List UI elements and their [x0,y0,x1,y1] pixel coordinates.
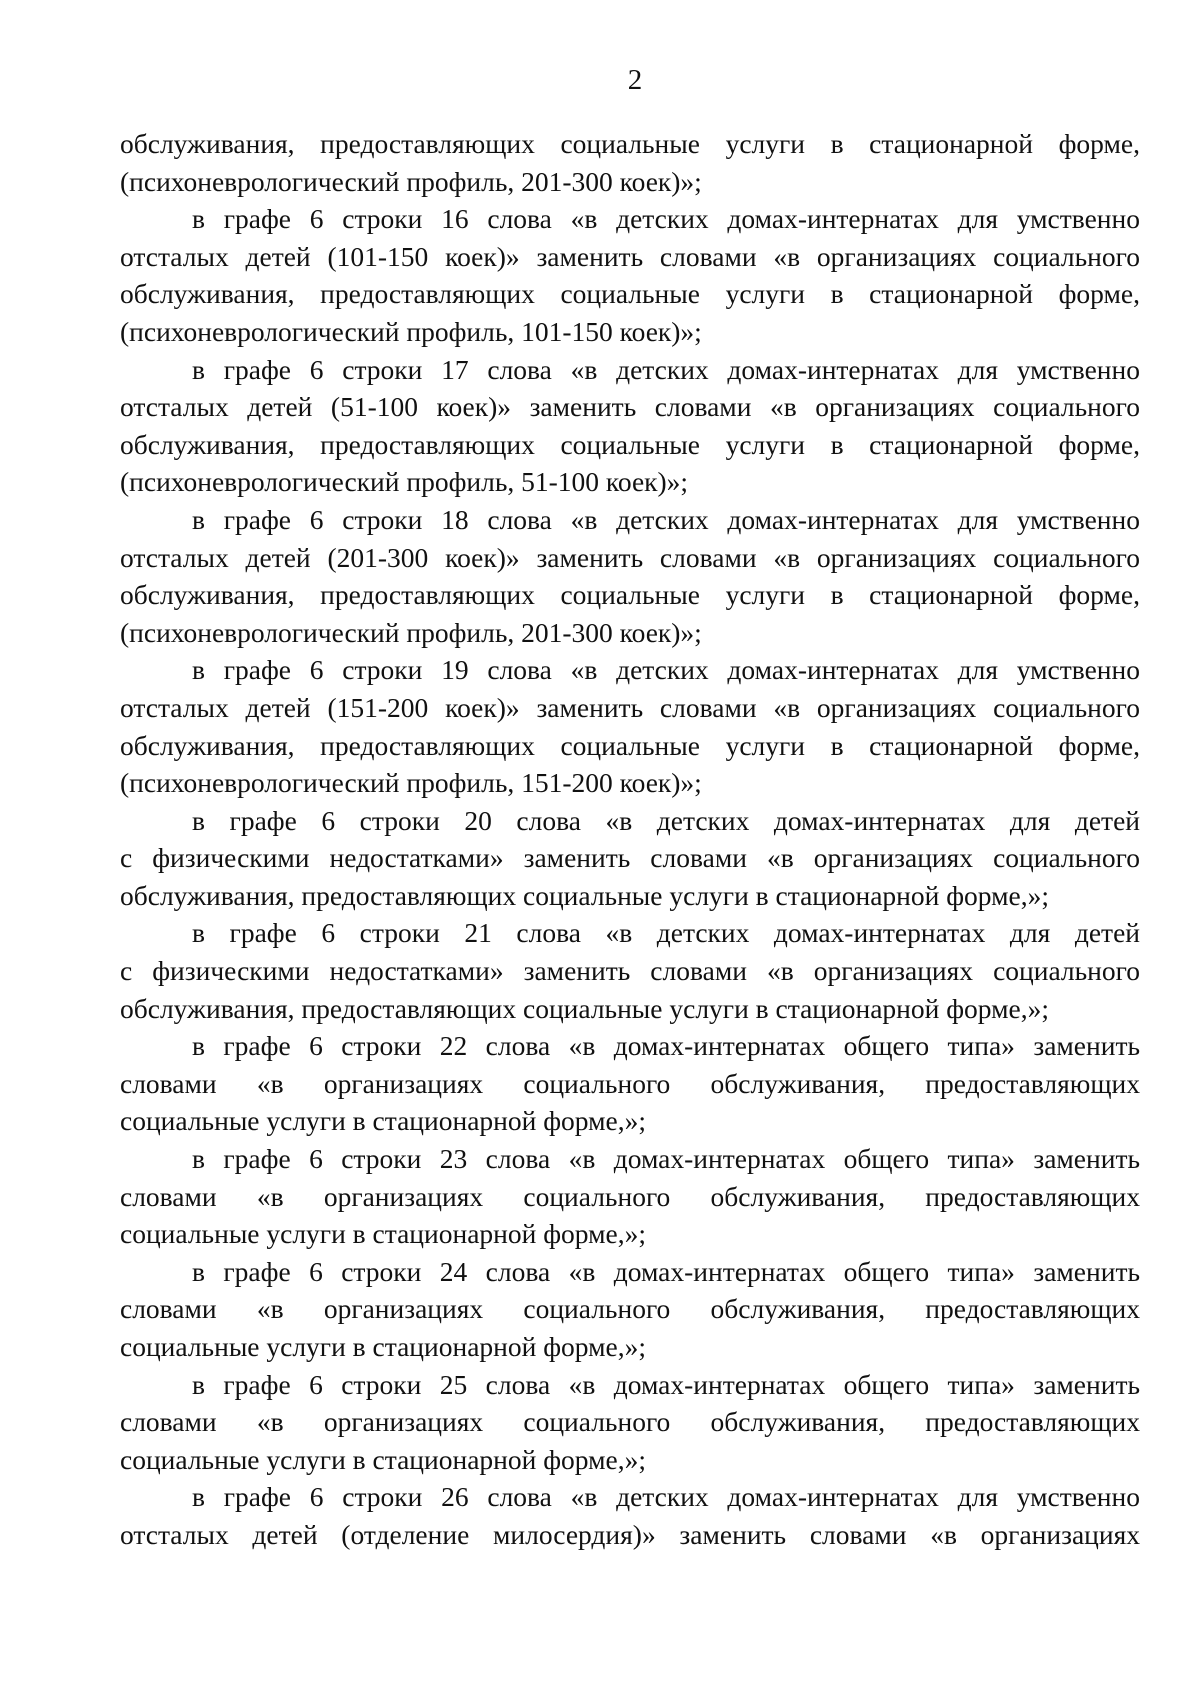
text-line: с физическими недостатками» заменить словами «в организациях социального [120,955,1140,987]
text-line: социальные услуги в стационарной форме,»; [120,1331,646,1362]
text-line: (психоневрологический профиль, 151-200 коек)»; [120,767,702,799]
text-line: в графе 6 строки 22 слова «в домах-интернатах общего типа» заменить [192,1030,1140,1062]
text-line: отсталых детей (101-150 коек)» заменить словами «в организациях социального [120,240,1140,272]
text-line: социальные услуги в стационарной форме,»; [120,1218,646,1250]
text-line: словами «в организациях социального обслуживания, предоставляющих [120,1293,1140,1325]
paragraph [120,1027,1140,1140]
paragraph [120,351,1140,501]
paragraph [120,1366,1140,1479]
text-line: отсталых детей (51-100 коек)» заменить словами «в организациях социального [120,391,1140,423]
paragraph [120,1140,1140,1253]
text-line: социальные услуги в стационарной форме,»; [120,1443,646,1475]
paragraph [120,914,1140,1027]
text-line: (психоневрологический профиль, 51-100 коек)»; [120,466,689,498]
text-line: словами «в организациях социального обслуживания, предоставляющих [120,1067,1140,1099]
text-line: обслуживания, предоставляющих социальные услуги в стационарной форме,»; [120,879,1049,911]
paragraph [120,200,1140,350]
text-line: социальные услуги в стационарной форме,»; [120,1105,646,1137]
text-line: обслуживания, предоставляющих социальные услуги в стационарной форме, [120,128,1140,159]
text-line: обслуживания, предоставляющих социальные услуги в стационарной форме, [120,278,1140,310]
text-line: в графе 6 строки 24 слова «в домах-интернатах общего типа» заменить [192,1255,1140,1287]
text-line: отсталых детей (151-200 коек)» заменить словами «в организациях социального [120,691,1140,723]
text-line: в графе 6 строки 17 слова «в детских домах-интернатах для умственно [192,353,1140,385]
paragraph [120,802,1140,915]
text-line: в графе 6 строки 19 слова «в детских домах-интернатах для умственно [192,654,1140,686]
page-number: 2 [627,64,643,96]
paragraph [120,1253,1140,1366]
text-line: (психоневрологический профиль, 201-300 коек)»; [120,616,702,648]
text-line: в графе 6 строки 21 слова «в детских домах-интернатах для детей [192,917,1140,949]
text-line: с физическими недостатками» заменить словами «в организациях социального [120,842,1140,874]
paragraph [120,125,1140,200]
text-line: в графе 6 строки 25 слова «в домах-интернатах общего типа» заменить [192,1368,1140,1400]
text-line: в графе 6 строки 20 слова «в детских домах-интернатах для детей [192,804,1140,836]
document-body [120,125,1140,1554]
text-line: в графе 6 строки 26 слова «в детских домах-интернатах для умственно [192,1481,1140,1513]
text-line: словами «в организациях социального обслуживания, предоставляющих [120,1406,1140,1438]
text-line: в графе 6 строки 18 слова «в детских домах-интернатах для умственно [192,503,1140,535]
text-line: отсталых детей (201-300 коек)» заменить словами «в организациях социального [120,541,1140,573]
text-line: обслуживания, предоставляющих социальные услуги в стационарной форме, [120,428,1140,460]
text-line: (психоневрологический профиль, 101-150 коек)»; [120,315,702,347]
text-line: словами «в организациях социального обслуживания, предоставляющих [120,1180,1140,1212]
paragraph [120,651,1140,801]
paragraph [120,501,1140,651]
text-line: обслуживания, предоставляющих социальные услуги в стационарной форме, [120,579,1140,611]
paragraph [120,1478,1140,1553]
text-line: обслуживания, предоставляющих социальные услуги в стационарной форме,»; [120,992,1049,1024]
text-line: обслуживания, предоставляющих социальные услуги в стационарной форме, [120,729,1140,761]
text-line: в графе 6 строки 16 слова «в детских домах-интернатах для умственно [192,203,1140,235]
text-line: отсталых детей (отделение милосердия)» заменить словами «в организациях [120,1518,1140,1550]
text-line: (психоневрологический профиль, 201-300 коек)»; [120,165,702,197]
text-line: в графе 6 строки 23 слова «в домах-интернатах общего типа» заменить [192,1143,1140,1175]
